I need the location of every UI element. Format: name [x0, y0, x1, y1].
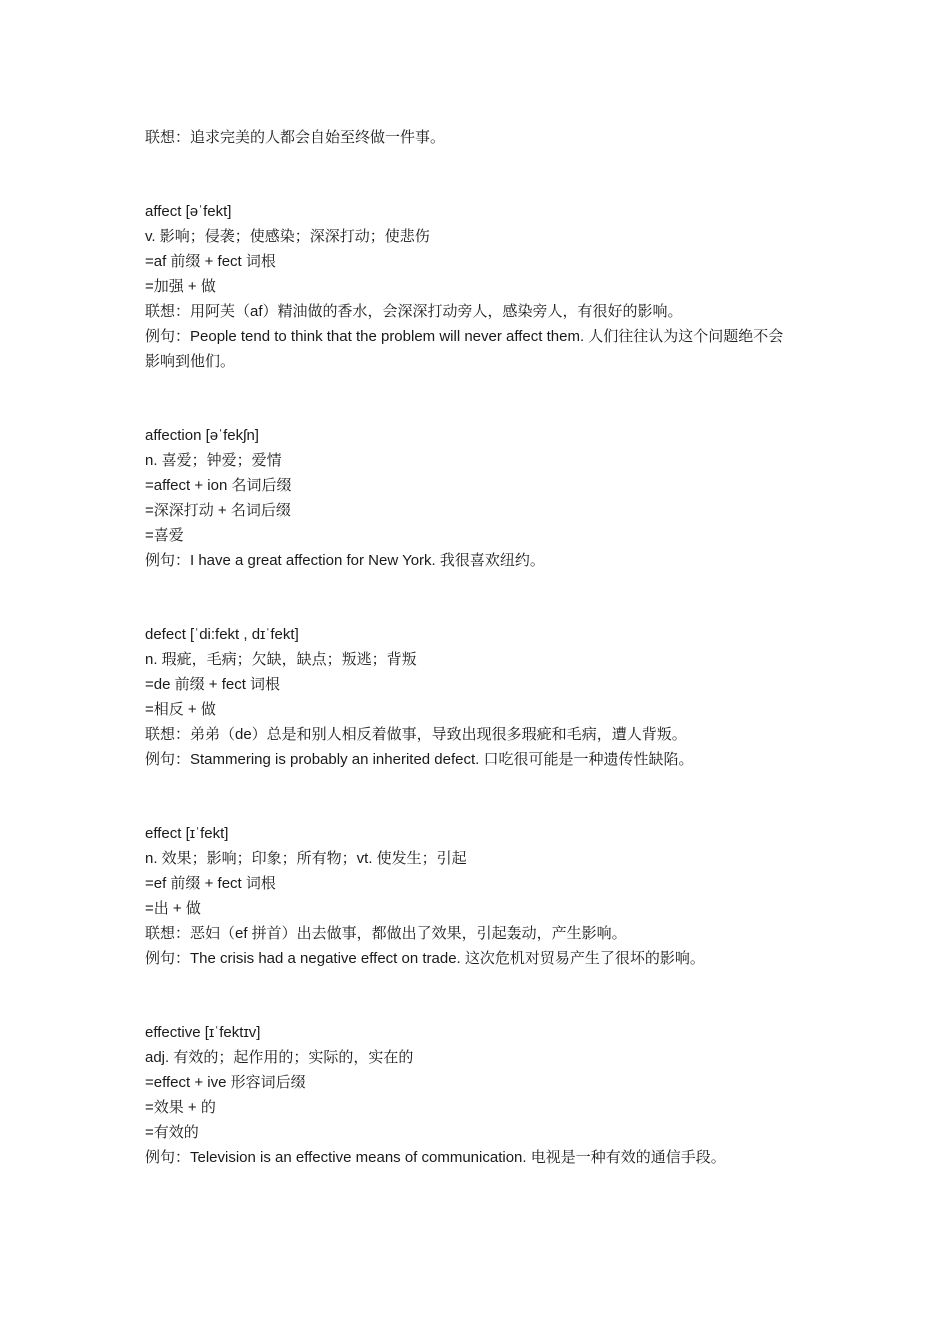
entry-mnemonic: 联想：用阿芙（af）精油做的香水，会深深打动旁人，感染旁人，有很好的影响。 — [145, 303, 683, 320]
entry-morpheme: =ef 前缀 + fect 词根 — [145, 875, 276, 892]
entry-headword: defect [ˈdi:fekt , dɪˈfekt] — [145, 626, 299, 643]
entry-example: 例句：The crisis had a negative effect on trade. 这次危机对贸易产生了很坏的影响。 — [145, 950, 705, 967]
intro-line: 联想：追求完美的人都会自始至终做一件事。 — [145, 129, 446, 146]
entry-example: 例句：Stammering is probably an inherited defect. 口吃很可能是一种遗传性缺陷。 — [145, 751, 694, 768]
entry-example-continued: 影响到他们。 — [145, 353, 236, 370]
entry-morpheme: =effect + ive 形容词后缀 — [145, 1074, 306, 1091]
entry-example: 例句：Television is an effective means of communication. 电视是一种有效的通信手段。 — [145, 1149, 726, 1166]
entry-meaning: =相反 + 做 — [145, 701, 216, 718]
entry-headword: effect [ɪˈfekt] — [145, 825, 229, 842]
entry-result: =有效的 — [145, 1124, 199, 1141]
entry-definition: adj. 有效的；起作用的；实际的，实在的 — [145, 1049, 414, 1066]
entry-definition: n. 效果；影响；印象；所有物；vt. 使发生；引起 — [145, 850, 467, 867]
entry-morpheme: =affect + ion 名词后缀 — [145, 477, 292, 494]
entry-meaning: =效果 + 的 — [145, 1099, 216, 1116]
entry-headword: effective [ɪˈfektɪv] — [145, 1024, 261, 1041]
entry-example: 例句：People tend to think that the problem will never affect them. 人们往往认为这个问题绝不会 — [145, 328, 784, 345]
entry-meaning: =加强 + 做 — [145, 278, 216, 295]
entry-result: =喜爱 — [145, 527, 184, 544]
entry-definition: v. 影响；侵袭；使感染；深深打动；使悲伤 — [145, 228, 430, 245]
entry-definition: n. 瑕疵，毛病；欠缺，缺点；叛逃；背叛 — [145, 651, 417, 668]
entry-mnemonic: 联想：弟弟（de）总是和别人相反着做事，导致出现很多瑕疵和毛病，遭人背叛。 — [145, 726, 687, 743]
entry-morpheme: =de 前缀 + fect 词根 — [145, 676, 281, 693]
entry-meaning: =深深打动 + 名词后缀 — [145, 502, 291, 519]
entry-headword: affect [əˈfekt] — [145, 203, 232, 220]
entry-headword: affection [əˈfekʃn] — [145, 427, 259, 444]
entry-morpheme: =af 前缀 + fect 词根 — [145, 253, 276, 270]
entry-meaning: =出 + 做 — [145, 900, 201, 917]
entry-example: 例句：I have a great affection for New York. 我很喜欢纽约。 — [145, 552, 545, 569]
entry-mnemonic: 联想：恶妇（ef 拼首）出去做事，都做出了效果，引起轰动，产生影响。 — [145, 925, 627, 942]
entry-definition: n. 喜爱；钟爱；爱情 — [145, 452, 282, 469]
